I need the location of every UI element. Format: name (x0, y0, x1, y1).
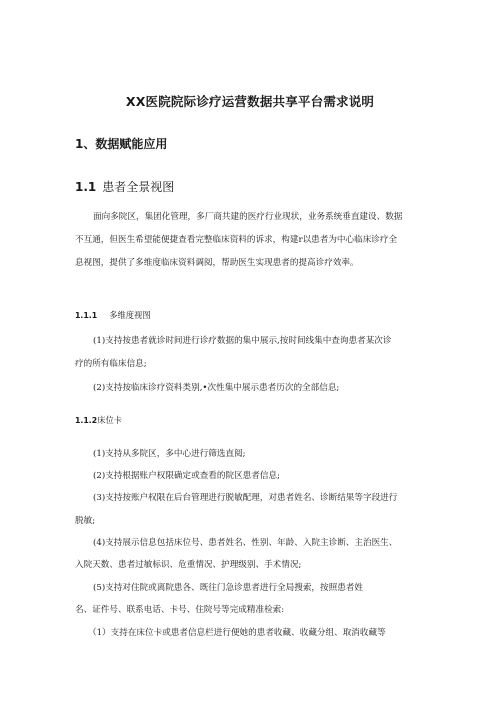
paragraph-line: 不互通，但医生希望能便捷查看完整临床资料的诉求，构建r以患者为中心临床诊疗全 (75, 235, 398, 245)
list-item: (1)支持从多院区，多中心进行筛选直阅; (93, 449, 246, 459)
list-item: （1）支持在床位卡或患者信息栏进行便她的患者收藏、收藏分组、取消收藏等 (88, 628, 386, 638)
section-1-1-2-heading (75, 414, 122, 426)
list-item: (5)支持对住院或离院患各、既往门急诊患者进行全局搜索，按照患者姓 (93, 583, 363, 593)
section-1-heading: 1、数据赋能应用 (75, 137, 168, 151)
list-item: (1)支持按患者就诊时间进行诊疗数据的集中展示,按时间线集中查询患者某次诊 (93, 336, 392, 346)
paragraph-line: 面向多院区，集团化管理，多厂商共建的医疗行业现状，业务系统垂直建设、数据 (93, 212, 403, 222)
list-item: (3)支持按账户权限在后台管理进行脱敏配理，对患者姓名、诊断结果等字段进行 (93, 493, 398, 503)
list-item: (2)支持根据账户权限确定或查看的院区患者信息; (93, 471, 280, 481)
section-1-1-number: 1.1 (75, 180, 97, 194)
list-item: 入院天数、患者过敏标识、危重情况、护理级别、手术情况; (75, 560, 302, 570)
section-1-1-1-title: 多维度视图 (109, 310, 151, 320)
list-item: 脱敏; (75, 516, 96, 526)
section-1-1-title: 患者全景视图 (102, 180, 175, 194)
paragraph-line: 息视图，提供了多维度临床资料调阅，帮助医生实现患者的提高诊疗效率。 (75, 258, 359, 268)
document-title: XX医院院际诊疗运营数据共享平台需求说明 (125, 94, 375, 109)
section-1-1-2-number: 1.1.2 (75, 416, 98, 425)
section-1-1-2-title: 床位卡 (97, 415, 123, 425)
list-item: (2)支持按临床诊疗资料类别,•次性集中展示患者历次的全部信息; (93, 383, 340, 393)
list-item: (4)支持展示信息包括床位号、患者姓名、性别、年龄、入院主诊断、主治医生、 (93, 538, 398, 548)
section-1-1-heading (75, 178, 174, 195)
section-1-1-1-number: 1.1.1 (75, 311, 98, 320)
list-item: 疗的所有临床信息; (75, 359, 147, 369)
list-item: 名、证件号、联系电话、卡号、住院号等完成精准检索: (75, 605, 285, 615)
section-1-1-1-heading (75, 309, 151, 321)
